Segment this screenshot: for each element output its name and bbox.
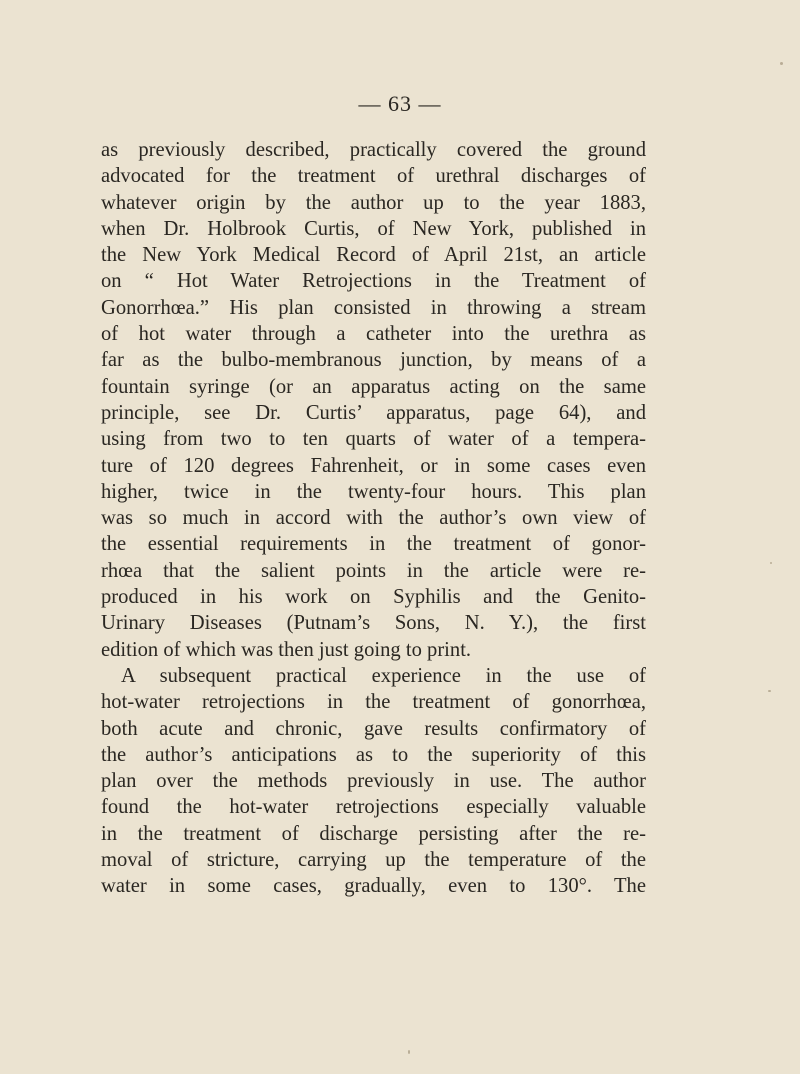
text-line: rhœa that the salient points in the article were re- xyxy=(101,559,646,582)
text-line: as previously described, practically covered the ground xyxy=(101,139,646,161)
paper-speck xyxy=(770,562,772,564)
text-line: the author’s anticipations as to the superiority of this xyxy=(101,743,646,766)
text-line: in the treatment of discharge persisting after the re- xyxy=(101,822,646,845)
text-line: moval of stricture, carrying up the temperature of the xyxy=(101,849,646,872)
text-line: hot-water retrojections in the treatment of gonorrhœa, xyxy=(101,691,646,714)
text-line: the essential requirements in the treatment of gonor- xyxy=(101,533,646,556)
page-number: — 63 — xyxy=(358,91,442,116)
text-line: edition of which was then just going to print. xyxy=(101,638,472,661)
text-line: produced in his work on Syphilis and the Genito- xyxy=(101,586,646,609)
text-line: ture of 120 degrees Fahrenheit, or in some cases even xyxy=(101,454,646,477)
paper-speck xyxy=(408,1050,410,1054)
paper-speck xyxy=(768,690,771,692)
text-line: on “ Hot Water Retrojections in the Treatment of xyxy=(101,270,646,293)
text-line: whatever origin by the author up to the year 1883, xyxy=(101,191,646,214)
text-line: when Dr. Holbrook Curtis, of New York, published in xyxy=(101,217,646,240)
text-line: advocated for the treatment of urethral discharges of xyxy=(101,165,646,188)
text-line: principle, see Dr. Curtis’ apparatus, page 64), and xyxy=(101,401,646,424)
text-line: found the hot-water retrojections especially valuable xyxy=(101,796,646,819)
text-line: higher, twice in the twenty-four hours. This plan xyxy=(101,480,646,503)
body-text xyxy=(101,137,646,900)
text-line: fountain syringe (or an apparatus acting on the same xyxy=(101,375,646,398)
text-line: plan over the methods previously in use. The author xyxy=(101,770,646,793)
text-line: Urinary Diseases (Putnam’s Sons, N. Y.), the first xyxy=(101,612,646,635)
text-line: far as the bulbo-membranous junction, by means of a xyxy=(101,349,646,372)
text-line: Gonorrhœa.” His plan consisted in throwing a stream xyxy=(101,296,646,319)
text-line: using from two to ten quarts of water of a tempera- xyxy=(101,428,646,451)
text-line: of hot water through a catheter into the urethra as xyxy=(101,323,646,346)
text-line: both acute and chronic, gave results confirmatory of xyxy=(101,717,646,740)
text-line: A subsequent practical experience in the use of xyxy=(121,664,646,687)
paper-speck xyxy=(780,62,783,65)
text-line: the New York Medical Record of April 21st, an article xyxy=(101,244,646,267)
text-line: water in some cases, gradually, even to 130°. The xyxy=(101,875,646,898)
text-line: was so much in accord with the author’s own view of xyxy=(101,507,646,530)
